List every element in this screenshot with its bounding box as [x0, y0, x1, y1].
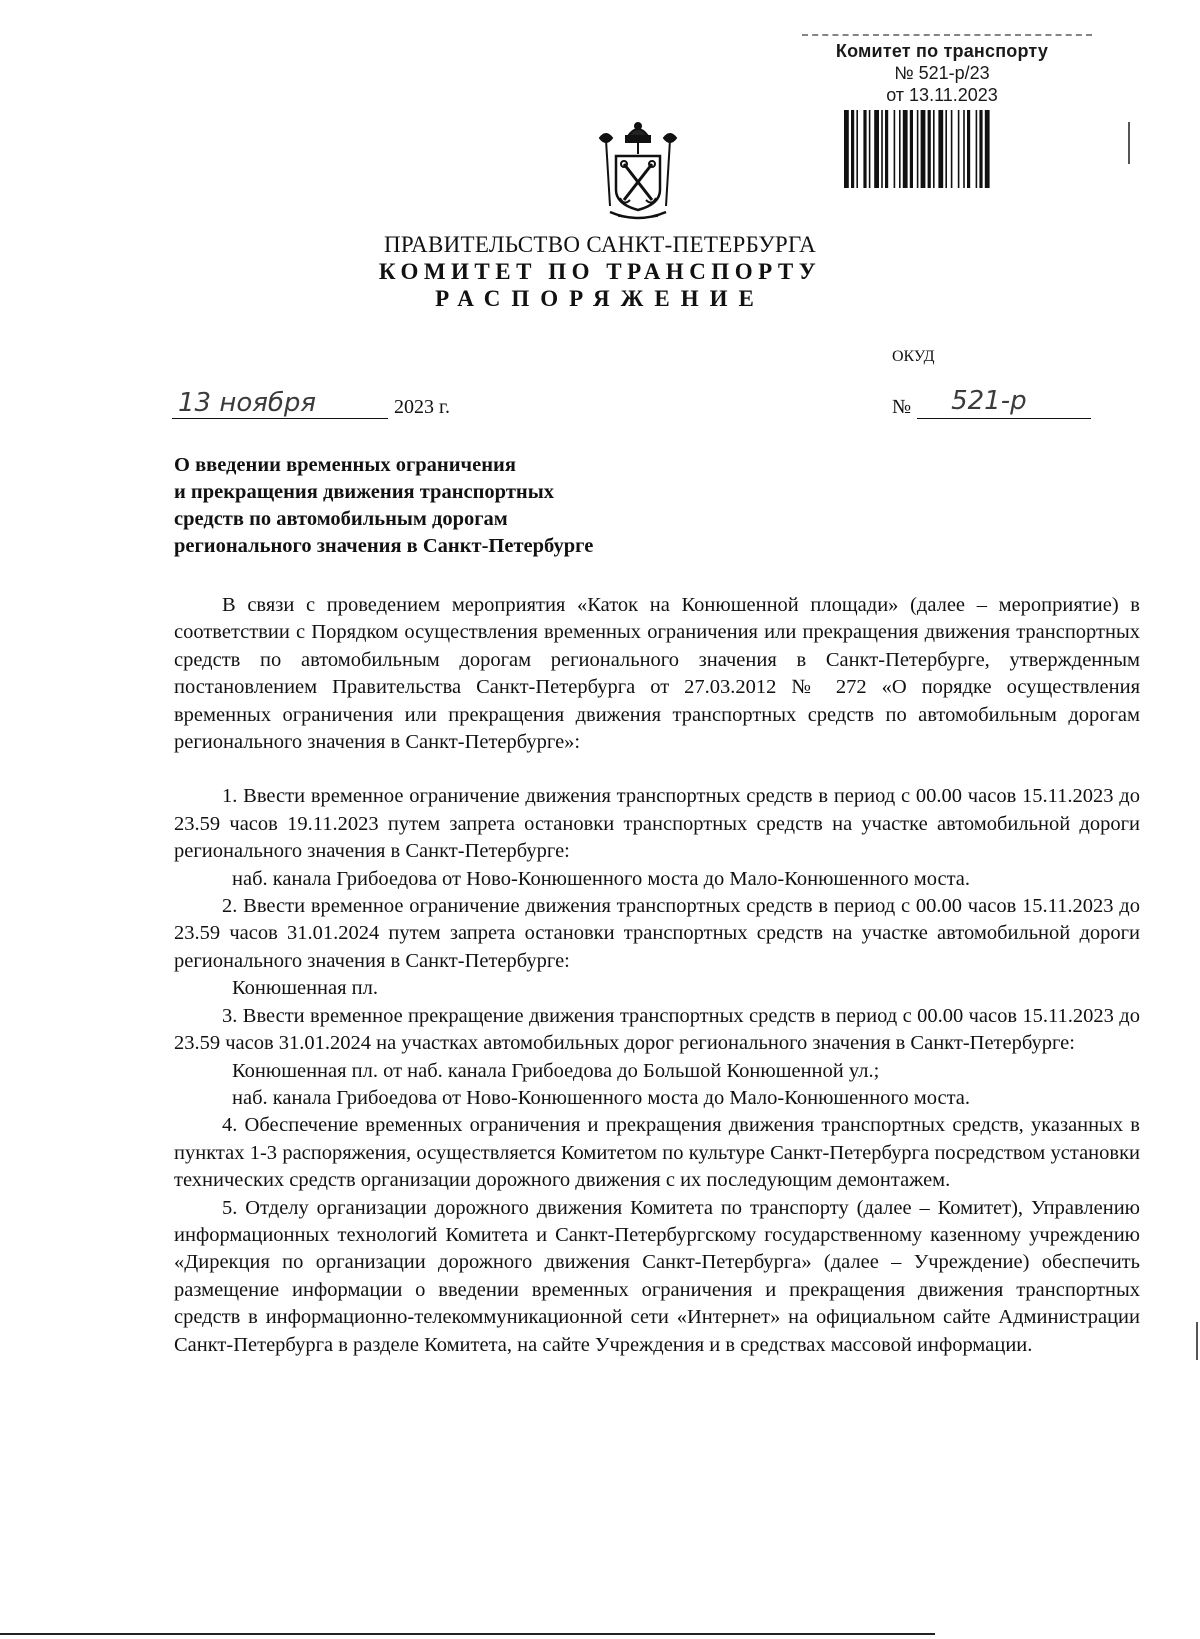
stamp-committee: Комитет по транспорту: [835, 41, 1049, 61]
preamble-paragraph: В связи с проведением мероприятия «Каток на Конюшенной площади» (далее – мероприятие) в соответствии с Порядком осуществления временных ограничения или прекращения движения транспортных средств по автомобильным дорогам регионального значения в Санкт-Петербурге, утвержденным постановлением Правительства Санкт-Петербурга от 27.03.2012 № 272 «О порядке осуществления временных ограничения или прекращения движения транспортных средств по автомобильным дорогам регионального значения в Санкт-Петербурге»:: [174, 594, 1140, 754]
handwritten-date: 13 ноября: [178, 388, 317, 418]
government-name: ПРАВИТЕЛЬСТВО САНКТ-ПЕТЕРБУРГА: [383, 232, 817, 257]
scan-edge-mark: [1128, 122, 1130, 164]
document-header: [300, 232, 900, 312]
clause-1: 1. Ввести временное ограничение движения транспортных средств в период с 00.00 часов 15.11.2023 до 23.59 часов 19.11.2023 путем запрета остановки транспортных средств на участке автомобильной дороги регионального значения в Санкт-Петербурге:: [174, 785, 1140, 863]
stamp-number: № 521-р/23: [894, 63, 990, 83]
stamp-dash-line: [802, 34, 1092, 38]
stamp-date: от 13.11.2023: [886, 85, 998, 105]
title-line: средств по автомобильным дорогам: [174, 508, 508, 530]
scan-bottom-line: [0, 1633, 935, 1635]
title-line: регионального значения в Санкт-Петербурге: [174, 535, 594, 557]
coat-of-arms-icon: [592, 120, 684, 224]
clause-2: 2. Ввести временное ограничение движения транспортных средств в период с 00.00 часов 15.11.2023 до 23.59 часов 31.01.2024 путем запрета остановки транспортных средств на участке автомобильной дороги регионального значения в Санкт-Петербурге:: [174, 895, 1140, 972]
committee-name: КОМИТЕТ ПО ТРАНСПОРТУ: [378, 259, 822, 284]
document-title: [174, 452, 694, 560]
clause-3-item: наб. канала Грибоедова от Ново-Конюшенного моста до Мало-Конюшенного моста.: [232, 1086, 971, 1109]
scan-edge-mark: [1196, 1322, 1198, 1360]
number-field: [892, 386, 1091, 419]
clause-3: 3. Ввести временное прекращение движения транспортных средств в период с 00.00 часов 15.11.2023 до 23.59 часов 31.01.2024 на участках автомобильных дорог регионального значения в Санкт-Петербурге:: [174, 1004, 1140, 1055]
date-year: 2023 г.: [394, 396, 450, 418]
clause-3-item: Конюшенная пл. от наб. канала Грибоедова до Большой Конюшенной ул.;: [232, 1059, 880, 1082]
document-type: РАСПОРЯЖЕНИЕ: [435, 286, 765, 311]
title-line: О введении временных ограничения: [174, 454, 516, 476]
document-body: [174, 592, 1140, 1359]
clause-5: 5. Отделу организации дорожного движения Комитета по транспорту (далее – Комитет), Управлению информационных технологий Комитета и Санкт-Петербургскому государственному казенному учреждению «Дирекция по организации дорожного движения Санкт-Петербурга» (далее – Учреждение) обеспечить размещение информации о введении временных ограничения и прекращения движения транспортных средств в информационно-телекоммуникационной сети «Интернет» на официальном сайте Администрации Санкт-Петербурга в разделе Комитета, на сайте Учреждения и в средствах массовой информации.: [174, 1196, 1140, 1356]
clause-4: 4. Обеспечение временных ограничения и прекращения движения транспортных средств, указанных в пунктах 1-3 распоряжения, осуществляется Комитетом по культуре Санкт-Петербурга посредством установки технических средств организации дорожного движения с их последующим демонтажем.: [174, 1114, 1140, 1192]
clause-2-item: Конюшенная пл.: [232, 977, 378, 1000]
clause-1-item: наб. канала Грибоедова от Ново-Конюшенного моста до Мало-Конюшенного моста.: [232, 867, 971, 890]
okud-label: ОКУД: [892, 348, 935, 365]
date-field: [172, 388, 450, 419]
number-label: №: [892, 396, 912, 418]
barcode-icon: [842, 110, 1042, 188]
handwritten-number: 521-р: [951, 386, 1027, 416]
title-line: и прекращения движения транспортных: [174, 481, 554, 503]
registration-stamp: [812, 40, 1072, 188]
